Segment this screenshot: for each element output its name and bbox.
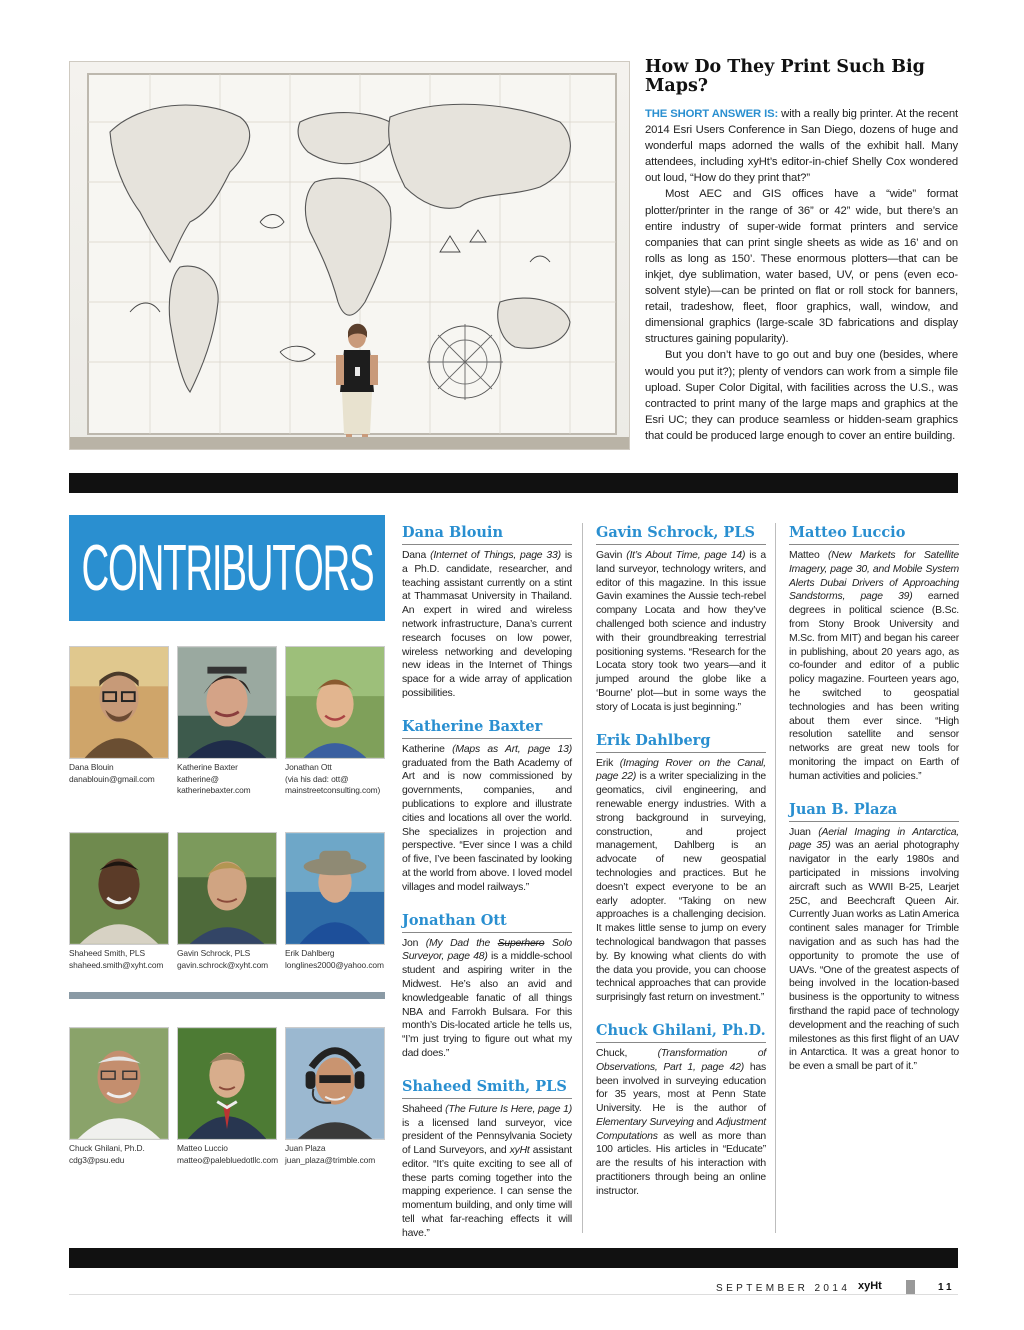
caption-gavin-schrock: Gavin Schrock, PLS gavin.schrock@xyht.com	[177, 948, 269, 970]
portrait-gavin-schrock	[177, 832, 277, 945]
bio-column-3	[789, 523, 959, 1084]
caption-juan-plaza: Juan Plaza juan_plaza@trimble.com	[285, 1143, 376, 1165]
portrait-shaheed-smith	[69, 832, 169, 945]
issue-date: SEPTEMBER 2014	[716, 1283, 851, 1294]
portrait-chuck-ghilani	[69, 1027, 169, 1140]
article-title: How Do They Print Such Big Maps?	[645, 57, 925, 96]
footer-rule	[69, 1294, 958, 1295]
exhibit-map-photo	[69, 61, 630, 450]
bio-gavin-schrock: Gavin Schrock, PLS Gavin (It’s About Time, page 14) is a land surveyor, technology writers, and editor of this magazine. In this issue Gavin examines the Aussie tech-rebel company Locata and how they’ve challenged both science and industry with their groundbreaking terrestrial positioning systems. “Research for the Locata story took two years—and it jumped around the globe like a ‘Bourne’ plot—but in some ways the story of Locata is just beginning.”	[596, 524, 766, 713]
bio-name: Erik Dahlberg	[596, 731, 766, 753]
caption-dana-blouin: Dana Blouin danablouin@gmail.com	[69, 762, 155, 784]
article-paragraph-3: But you don’t have to go out and buy one (besides, where would you put it?); plenty of vendors can work from a simple file upload. Super Color Digital, with facilities across the U.S., was contracted to print many of the large maps and graphics at the Esri UC; they can produce seamless or hidden-seam graphics that could be produced large enough to cover an entire building.	[645, 349, 958, 442]
bio-dana-blouin: Dana Blouin Dana (Internet of Things, page 33) is a Ph.D. candidate, researcher, and teaching assistant currently on a stint at Thammasat University in Thailand. An expert in wired and wireless network infrastructure, Dana’s current research focuses on low power, wireless networking and developing new ideas in the Internet of Things space for a wide array of application possibilities.	[402, 524, 572, 699]
portrait-dana-blouin	[69, 646, 169, 759]
bio-name: Dana Blouin	[402, 523, 572, 545]
contributors-heading: CONTRIBUTORS	[81, 531, 373, 605]
bio-juan-plaza: Juan B. Plaza Juan (Aerial Imaging in Antarctica, page 35) was an aerial photography navigator in the early 1980s and participated in missions involving aircraft such as WWII B-25, Learjet 25C, and Beechcraft Queen Air. Currently Juan works as Latin America continent sales manager for Trimble navigation and as such has had the opportunity to promote the use of UAVs. “One of the greatest aspects of being involved in the location-based business is the opportunity to witness firsthand the rapid pace of technology development and the reaching of such milestones as this first flight of an UAV in Antarctica. It was a great honor to be even a small be part of it.”	[789, 800, 959, 1073]
bio-name: Matteo Luccio	[789, 523, 959, 545]
bio-column-2	[596, 523, 766, 1209]
bio-name: Jonathan Ott	[402, 911, 572, 933]
caption-shaheed-smith: Shaheed Smith, PLS shaheed.smith@xyht.com	[69, 948, 164, 970]
bio-name: Katherine Baxter	[402, 717, 572, 739]
section-divider-bar	[69, 473, 958, 493]
contributors-banner	[69, 515, 385, 621]
world-map-illustration	[70, 62, 630, 450]
article-paragraph-2: Most AEC and GIS offices have a “wide” format plotter/printer in the range of 36” or 42” wide, but there’s an entire industry of super-wide format printers and service companies that can print single sheets as wide as 16’ and on rolls as long as 150’. These enormous plotters—that can be inkjet, dye sublimation, water based, UV, or pens (even eco-solvent style)—can be printed on flat or roll stock for banners, retail, tradeshow, fleet, floor graphics, wall, window, and dimensional graphics (large-scale 3D fabrications and display structures gaining popularity).	[645, 188, 958, 346]
bio-shaheed-smith: Shaheed Smith, PLS Shaheed (The Future Is Here, page 1) is a licensed land surveyor, vice president of the Pennsylvania Society of Land Surveyors, and xyHt assistant editor. “It’s quite exciting to see all of these parts coming together into the mapping experience. I can sense the momentum building, and only time will tell what far-reaching effects it will have.”	[402, 1077, 572, 1239]
caption-erik-dahlberg: Erik Dahlberg longlines2000@yahoo.com	[285, 948, 384, 970]
caption-chuck-ghilani: Chuck Ghilani, Ph.D. cdg3@psu.edu	[69, 1143, 145, 1165]
magazine-name: xyHt	[858, 1280, 882, 1292]
portrait-juan-plaza	[285, 1027, 385, 1140]
article-lead: THE SHORT ANSWER IS:	[645, 108, 779, 120]
bio-name: Gavin Schrock, PLS	[596, 523, 766, 545]
footer-marker	[906, 1280, 915, 1294]
caption-matteo-luccio: Matteo Luccio matteo@palebluedotllc.com	[177, 1143, 278, 1165]
portrait-jonathan-ott	[285, 646, 385, 759]
bio-name: Shaheed Smith, PLS	[402, 1077, 572, 1099]
bio-jonathan-ott: Jonathan Ott Jon (My Dad the Superhero Solo Surveyor, page 48) is a middle-school student and aspiring writer in the Midwest. He’s also an avid and knowledgeable fanatic of all things NBA and Farrokh Bulsara. For this month’s Dis-located article he tells us, “I’m just trying to figure out what my dad does.”	[402, 911, 573, 1059]
column-rule-1	[582, 523, 583, 1233]
article-paragraph-1: with a really big printer. At the recent 2014 Esri Users Conference in San Diego, dozens of huge and wonderful maps adorned the walls of the exhibit hall. Many attendees, including xyHt’s editor-in-chief Shelly Cox wondered out loud, “How do they print that?”	[645, 108, 959, 185]
portrait-matteo-luccio	[177, 1027, 277, 1140]
bio-name: Juan B. Plaza	[789, 800, 959, 822]
caption-jonathan-ott: Jonathan Ott (via his dad: ott@ mainstreetconsulting.com)	[285, 762, 381, 795]
page-number: 11	[938, 1282, 955, 1293]
column-rule-2	[775, 523, 776, 1233]
caption-katherine-baxter: Katherine Baxter katherine@ katherinebaxter.com	[177, 762, 251, 795]
footer-divider-bar	[69, 1248, 958, 1268]
portrait-erik-dahlberg	[285, 832, 385, 945]
article-body	[645, 106, 958, 444]
bio-matteo-luccio: Matteo Luccio Matteo (New Markets for Satellite Imagery, page 30, and Mobile System Alerts Dubai Drivers of Approaching Sandstorms, page 39) earned degrees in political science (B.Sc. from Stony Brook University and M.Sc. from MIT) and began his career in publishing, about 20 years ago, as co-founder and editor of a public policy magazine. Fourteen years ago, he switched to geospatial technologies and has been writing about them ever since. “High resolution satellite and sensor networks are great new tools for monitoring the impact on Earth of human activities and policies.”	[789, 524, 959, 782]
bio-chuck-ghilani: Chuck Ghilani, Ph.D. Chuck, (Transformation of Observations, Part 1, page 42) has been involved in surveying education for 35 years, most at Penn State University. He is the author of Elementary Surveying and Adjustment Computations as well as more than 100 articles. His articles in “Educate” are the results of his interaction with practitioners through being an online instructor.	[596, 1021, 766, 1197]
bio-katherine-baxter: Katherine Baxter Katherine (Maps as Art, page 13) graduated from the Bath Academy of Art and is now commissioned by governments, companies, and publications to explore and illustrate cities and locations all over the world. She specializes in projection and perspective. “Ever since I was a child of five, I’ve been fascinated by looking at the world from above. I loved model villages and model railways.”	[402, 717, 573, 893]
bio-erik-dahlberg: Erik Dahlberg Erik (Imaging Rover on the Canal, page 22) is a writer specializing in the geomatics, civil engineering, and renewable energy industries. With a strong background in surveying, construction, and project management, Dahlberg is an advocate of new geospatial technologies and practices. But he doesn’t expect everyone to be an early adopter. “Taking on new approaches is a challenging decision. It makes little sense to jump on every technological bandwagon that passes by. By knowing what clients do with the data you provide, you can choose technical approaches that can provide surprisingly fast return on investment.”	[596, 731, 767, 1004]
portrait-katherine-baxter	[177, 646, 277, 759]
big-maps-article	[645, 58, 958, 444]
portrait-grid-divider	[69, 992, 385, 999]
bio-column-1	[402, 523, 572, 1251]
bio-name: Chuck Ghilani, Ph.D.	[596, 1021, 766, 1043]
